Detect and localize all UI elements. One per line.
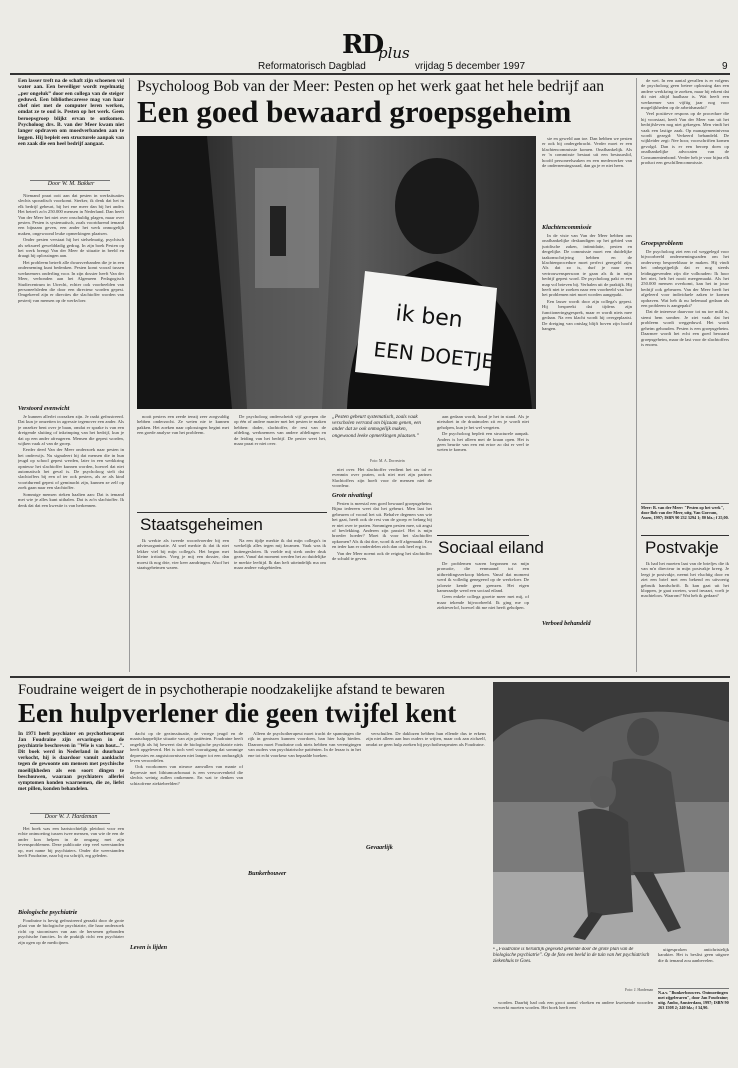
- article2-photo-credit: Foto: J. Hardeman: [625, 988, 654, 992]
- article1-body-col1a: Niemand praat ooit aan dat pesten in werksituaties slechts sporadisch voorkomt. Sterker, ik denk dat het in elk bedrijf gebeurt, bij het ene meer dan bij het ander. Het betreft zo'n 250.000 mensen in Nederland. Dan heeft Van der Meer het niet over onschuldig plagen, maar over pesten. Pesten is systematisch, zoals voortdurend iemand een bijnaam geven, een ander het werk onmogelijk maken, ongewoond leuke opmerkingen plaatsen. Onder pesten verstaat hij het stelselmatig, psychisch als seksueel gewelddadig gedrag. In zijn boek Pesten op het werk brengt Van der Meer de situatie in beeld en draagt hij oplossingen aan. Het probleem betreft alle dwarsverbanden die je in een onderneming kunt bedenken. Pesten komt vooral tussen werknemers onderling voor. In zijn dossier heeft Van der Meer, verbonden aan het Algemeen Pedagogisch Studiecentrum in Utrecht, echter ook voorbeelden van personeelsleden die door een directeur worden gepest. Omgekeerd zijn er directies die slachtoffer worden van pesterij van mensen op de werkvloer.: [18, 193, 124, 303]
- article1-body-col2: nooit pesters een zeede tenzij zeer zorgvuldig hebben onderzocht. Ze weten nie te kunnen pakken. Het zoeken naar oplossingen begint met een goede analyse van het probleem.: [137, 414, 229, 436]
- article1-pullquote: „Pesten gebeurt systematisch, zoals vaak verscholen verrand om bijzaam genen, een ander dat ze ook onmogelijk maken, ongewoond leeke opmerkingen plaatsen.”: [332, 414, 422, 439]
- article2-byline: Door W. J. Hardeman: [44, 814, 98, 820]
- subheading-bio: Biologische psychiatrie: [18, 909, 78, 916]
- article2-caption: • „Foudraine is heruitlijk gegeseld gekende door de grote plan van de biologische psychiatrie". Op de foto een beeld in de tuin van het psychiatrisch ziekenhuis te Goes.: [493, 947, 650, 964]
- subheading-klachten: Klachtencommissie: [542, 224, 592, 231]
- sign-line-1: ik ben: [394, 301, 464, 334]
- article2-body-col1b: Foudraine is hevig gefrustreerd geraakt door de grote plaat van de biologische psychiatrie, die haar onderzoek richt op stoornissen van aan de hersenen gebonden psychische functies. In de praktijk richt een psychiater zijn ogen op de medicijnen.: [18, 918, 124, 945]
- subheading-gevaar: Gevaarlijk: [366, 844, 393, 851]
- article-divider: [10, 676, 730, 678]
- article1-body-col5: aan gedaan wordt, houd je het in stand. Als je nietsdoet in de draaimolen zit en je wordt niet geholpen, kun je het wel vergeten. De psycholoog bepleit een structurele aanpak. Anders is het alleen met de kraan open. Het is geen beurtie van een ent ertoe zo dat er veel te weten te komen.: [437, 414, 529, 453]
- article1-kicker: Psycholoog Bob van der Meer: Pesten op het werk gaat het hele bedrijf aan: [137, 78, 605, 95]
- article1-photo: [137, 136, 536, 409]
- article2-photo: [493, 682, 729, 944]
- statue-illustration: [493, 682, 729, 944]
- box1-body-a: Ik werkte als tweede woordvoerder bij een adviesorganisatie. Al snel merkte ik dat ik niet lekker viel bij mijn collega's. Het begon met kleine irritaties. Voeg je mij een dossier, dan moest ik nog drie, vier keer aandringen. Alsof het staatsgeheimen waren.: [137, 538, 229, 571]
- article1-headline: Een goed bewaard groepsgeheim: [137, 94, 572, 129]
- box1-rule: [137, 512, 327, 513]
- box2-rule: [437, 535, 529, 536]
- article1-body-col-r1: sie en geweld aan toe. Dan hebben we pesten er ook bij ondergebracht. Verder moet er een klachtencommissie komen. Onafhankelijk. Als er 'n commissie bestaat uit een bestuurslid, hoofd personeelszaken en een medewerker van de ondernemingsraad, dan ga je er niet heen.: [542, 136, 632, 169]
- box3-body: Ik had het moeten laat van de briefjes die ik van m'n directeur in mijn postvakje kreeg. Je leegt je postvakje, neemt het vluchtig door en ziet een brief met een bekend en uitvoerig gebruik handschrift. Ik kan gaat uit het kloppen, je gaat zweten, word invaart, voelt je machteloos. Waarom? Wat heb ik gedaan?: [641, 561, 729, 599]
- subheading-verstoord: Verstoord evenwicht: [18, 405, 70, 412]
- masthead-rule: [10, 73, 730, 75]
- article1-body-col4b: Pesten is meestal een goed bewaard groepsgeheim. Bijna iedereen weet dat het gebeurt. Men laat het gebeuren of vooral het uit. Behalve degenen van wie het gaat, heeft ook de rest van de groep er belang bij er niet over te praten. Sommigen pesten mee, uit angst of bevlekking. Anderen zijn passief. Het is mijn broeder hoeder? Moet ik voor het slachtoffer opkomen? Als ik dat doe, word ik zelf afgemaakt. Een en ieder kan er onderdelen zich dan ook heel erg in. Van der Meer noemt ook de reiging het slachtoffer de schuld te geven.: [332, 501, 432, 562]
- box1-title: Staatsgeheimen: [140, 515, 263, 534]
- article1-body-col-r1b: In de visie van Van der Meer hebben ons onafhankelijke deskundigen op het gebied van juridische zaken, intimidatie, pesten en dergelijke. De commissie moet een duidelijke taakomschrijving hebben en de klachtenprocedure moet perfect geregeld zijn. Als dat zo is, durf je naar een vertrouwenspersoon te gaan als ik in mijn bedrijf gepest word. De psycholoog pakt er een map vol brieven bij. Verhalen uit de praktijk. Hij heeft niet te zoeken naar een voorbeeld van hoe het problemen niet moet worden aangepakt. Een lasser wordt door zijn collega's gepest. Hij bespreekt dat tijdens zijn functioneringsgesprek, maar er wordt niets mee gedaan. Na een klacht wordt hij overgeplaatst. De dreiging van ontslag blijft boven zijn hoofd hangen.: [542, 233, 632, 331]
- subheading-bunker: Bunkerbouwer: [248, 870, 287, 877]
- column-divider-2: [636, 78, 637, 672]
- article2-body-col1a: Het boek was een hartstochtelijk pleidooi voor een echte ontmoeting tussen twee mensen, van wie de een de ander kon helpen in de omgang met zijn levensproblemen. Deze publicatie riep veel weerstanden op, met name bij psychiaters. Onder die weerstanden heeft Foudraine, naar hij nu schrijft, erg geleden.: [18, 826, 124, 859]
- box3-title: Postvakje: [645, 538, 719, 557]
- sign-line-2: EEN DOETJE: [372, 337, 496, 374]
- article1-body-col-r2b: De psycholoog ziet een rol weggelegd voor bijvoorbeeld ondernemingsraden om het onderwerp bespreekbaar te maken. Hij vindt het onbegrijpelijk dat er nog steeds leidinggevenden zijn die volhouden: Ik hoor het niet, heb het nooit meegemaakt. Als het 250.000 mensen overkomt, kan het in jouw bedrijf ook gebeuren. Van der Meer heeft het afgeleerd voor individuele zaken te komen opdraven. Wat heb ik nu helemaal gedaan als een probleem is aangepakt? Dat de interesse daarvoor tot nu toe mild is, stemt hem somber. Je ziet vaak dat het probleem wordt weggeduwd. Het wordt geheim gehouden. Pesten is een groepsgeheim. Daarmee wordt het echt een goed bewaard groepsgeheim, maar de last voor de slachtoffers is enorm.: [641, 249, 729, 347]
- masthead-paper-name: Reformatorisch Dagblad: [258, 61, 366, 72]
- article1-body-col1b: Je kunnen allerlei oorzaken zijn. Je raakt gefrustreerd. Dat kun je omzetten in agressie tegenover een ander. Als je onzeker bent over je baan, omdat er sprake is van een dreigende sluiting of inkrimping van het bedrijf, kun je dat op een ander afreageren. Mensen die gepest worden, wijken vaak af van de groep. Eerder deed Van der Meer onderzoek naar pesten in het onderwijs. Nu signaleert hij dat mensen die in hun jeugd op school gepest werden, later in een werkkring opnieuw het slachtoffer kunnen worden, hoewel dat niet automatisch het geval is. De psycholoog stelt dat slachtoffers bij een of ter ook pesters, als ze als kind voortdurend gepest of geminacht zijn, kunnen ze zelf op zoek gaan naar een slachtoffer. Sommige mensen rieken haalten aan: Dat is iemand met wie je alles kunt uithalen. Dat is zo'n slachtoffer. Ik denk dat dat een kwestie is van herkennen.: [18, 414, 124, 508]
- article1-body-col3: De psycholoog onderscheidt vijf groepen die op één of andere manier met het pesten te maken hebben: dader, slachtoffer, de rest van de afdeling, werknemers van andere afdelingen en de leiding van het bedrijf. De pester weet het, maar praat er niet over.: [234, 414, 326, 447]
- byline2-rule-bottom: [30, 823, 110, 824]
- subheading-leven: Leven is lijden: [130, 944, 168, 951]
- box3-rule: [641, 535, 729, 536]
- photo-illustration: [137, 136, 536, 409]
- article2-body-col3: Alleen de psychotherapeut moet tracht de spanningen die rijk in genissen kunnen voordoen, ban hier halp bieden. Daarom moet Foudraine ook niets hebben van verenigingen van ouders van psychiatrische patiënten. In de leraar is in het ene tot echt voorkeur van bepaalde boeken.: [248, 731, 361, 758]
- box2-body: De problemen waren begonnen na mijn promotie, die eenmaand tot een uitbreidingsverkoop bleken. Vanaf dat moment werd ik volledig genegeerd op de werkvloer. De jaloezie kende geen grenzen. Het eigen kameraadje werd een sociaal eiland. Geen enkele collega groette meer met mij, of maar tekende bijvoorbeeld. Ik ging me op ziekteverlof, hoewel dit me niet heeft geholpen.: [437, 561, 529, 611]
- article2-credit: N.a.v. "Bunkerbouwers. Ontmoetingen met zijgeleraren", door Jan Foudraine; uitg. Ambo, Amsterdam, 1997; ISBN 90 263 1508 2; 240 blz.; f 34,90.: [658, 990, 729, 1010]
- column-divider: [129, 78, 130, 672]
- article2-headline: Een hulpverlener die geen twijfel kent: [18, 698, 457, 728]
- article1-body-col4: niet over. Het slachtoffer verdient het ras tal er evenmin over praten, ook niet met zijn partner. Slachtoffers zijn hoeft voor de mensen niet de voordeur.: [332, 467, 432, 489]
- article1-body-col-r2: de wet. In een aantal gevallen is er volgens de psycholoog geen betere oplossing dan een andere werkkring te zoeken, maar hij erkent dat dit niet altijd haalbaar is. Wat heeft een werknemer van vijftig jaar nog voor mogelijkheden op de arbeidsmarkt? Veel positieve respons op de procedure die hij voorstaat, heeft Van der Meer van uit het bedrijfsleven nog niet gekregen. Men vindt het vaak een lastige zaak. Op managementniveau wordt gezegd: Verkeerd behandeld. De wijkleider zegt: Nee hoor, voorschriften komen gevolgd. Dan is er een beroep doen op onafhankelijke advocaten van de Consumentenbond. Verder heb je voor bijna elk product een geschillencommissie.: [641, 78, 729, 166]
- subheading-nacht: Grote nivattingl: [332, 492, 373, 499]
- masthead-date: vrijdag 5 december 1997: [415, 61, 526, 72]
- article2-body-col6: uitgesproken antichristelijk karakter. Het is beslist geen uitgave die ik iemand zou aanbevelen.: [658, 947, 729, 963]
- masthead-logo-letters: RD: [342, 30, 383, 60]
- article1-credit: Meer: B. van der Meer: "Pesten op het werk", door Bob van der Meer, uitg. Van Gorcum, Assen, 1997; ISBN 90 232 3294 1; 80 blz.; f 25,00.: [641, 505, 729, 520]
- article2-body-col4: verschuilen. De daklozen hebben hun ellende dus te erkens zijn niet alleen aan hun ouders te wijten, maar ook aan zichzelf, omdat ze geen hulp zoeken bij psychotherapeuten als Foudraine.: [366, 731, 486, 747]
- article2-body-col2: dacht op de gezinssituatie, de vroege jeugd en de maatschappelijke situatie van zijn patiënten. Foudraine heeft ongelijk als hij beweert dat de biologische psychiatrie niets heeft opgeleverd. Het is toch veel vooruitgang dat sommige depressies en angststoornissen niet langer tot een onduraglijk leven veroordelen. Ook voorkomen van nieuwe aanvallen van manie of depressie met lithiumcarbonaat is een verworvenheid die slechts weinig zullen ontkennen. En wat te denken van schizofrene ziektebeelden?: [130, 731, 243, 786]
- article1-lead: Een lasser treft na de schaft zijn schoenen vol water aan. Een beveiliger wordt regelmatig „per ongeluk” door een collega van de steiger geduwd. Een bibliothecaresse mag van haar chef niet met de computer leren werken, omdat ze te oud is. Pesten op het werk. Geen beroepsgroep blijkt ervan te ontkomen. Psycholoog drs. B. van der Meer kwam niet langer opdraven om moedverbanden aan te leggen. Hij bepleit een structurele aanpak van een zaak die een heel bedrijf aangaat.: [18, 78, 124, 147]
- pullquote-source: Foto: M. A. Dorrestein: [370, 459, 405, 463]
- masthead-logo: [342, 30, 412, 64]
- page-number: 9: [722, 61, 728, 72]
- masthead-logo-script: plus: [378, 44, 410, 62]
- credit2-rule: [658, 988, 729, 989]
- subheading-groep: Groepsprobleem: [641, 240, 683, 247]
- article1-byline: Door W. M. Bakker: [47, 181, 95, 187]
- box2-title: Sociaal eiland: [438, 538, 544, 557]
- box1-body-b: Na een tijdje merkte ik dat mijn collega's in werkelijk alles tegen mij kwamen. Vaak was ik buitengesloten. Ik voelde mij sterk onder druk gezet. Vanaf dat moment werden het zo duidelijke te merkte leeftijd. Ik dan heft uiteindelijk ma om maar andere vakgebieden.: [234, 538, 326, 571]
- byline-rule-bottom: [30, 190, 110, 191]
- credit-rule: [641, 503, 729, 504]
- article2-kicker: Foudraine weigert de in psychotherapie noodzakelijke afstand te bewaren: [18, 682, 445, 698]
- article2-lead: In 1971 heeft psychiater en psychotherapeut Jan Foudraine zijn ervaringen in de psychiatrie beschreven in "Wie is van hout...". Dit boek werd in Nederland in duurbaar verkocht, hij is daardoor vanuit aanklacht tegen de gewoonte om mensen met psychische moeilijkheden als een soort dingen te beschouwen, waaraan psychiaters allerlei symptomen konden waarnemen, die ze, liefst met pillen, konden behandelen.: [18, 731, 124, 792]
- article2-body-col5: worden. Daarbij had ook een groot aantal vloeken en andere kwetsende woorden verwerkt moeten worden. Het boek heeft een: [493, 1000, 653, 1011]
- subheading-verboed: Verboed behandeld: [542, 620, 591, 627]
